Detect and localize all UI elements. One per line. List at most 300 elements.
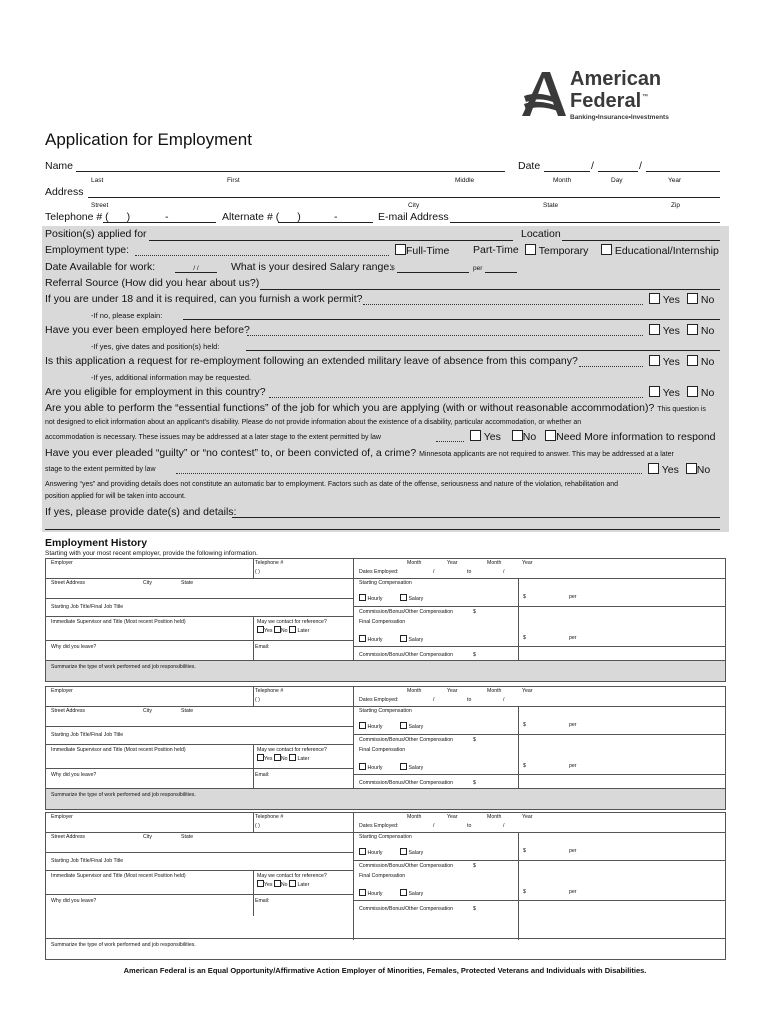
contact-label: May we contact for reference? — [257, 873, 327, 879]
date-slash-2: / — [639, 160, 642, 172]
contact-options — [257, 880, 309, 888]
final-hourly-checkbox[interactable] — [359, 763, 366, 770]
guilty-details-field-1[interactable] — [232, 517, 720, 518]
block-divider-tel — [253, 686, 254, 706]
location-field[interactable] — [562, 240, 720, 241]
email-label: Email: — [255, 644, 270, 650]
essential-note2: not designed to elicit information about an applicant’s disability. Please do not provide information about the existence of a disability, particular accommodation, or whether an — [45, 419, 582, 426]
guilty-no-label: No — [696, 464, 711, 476]
final-hourly — [359, 635, 382, 643]
email-label: Email: — [255, 898, 270, 904]
sub-first: First — [227, 177, 240, 184]
guilty-note4: position applied for will be taken into account. — [45, 493, 186, 500]
block-line — [353, 774, 726, 775]
final-salary-checkbox[interactable] — [400, 635, 407, 642]
dates-label: Dates Employed: — [359, 823, 399, 829]
under18-question: If you are under 18 and it is required, can you furnish a work permit? — [45, 293, 363, 305]
start-salary-label: Salary — [408, 596, 424, 602]
eligible-yes-label: Yes — [662, 387, 680, 399]
employed-before-yes-checkbox[interactable] — [649, 324, 660, 335]
employer-label: Employer — [51, 560, 73, 566]
block-line — [45, 726, 353, 727]
employed-before-row — [45, 324, 726, 336]
start-salary-checkbox[interactable] — [400, 848, 407, 855]
logo-tagline: Banking•Insurance•Investments — [570, 114, 669, 121]
telephone-label: Telephone # — [255, 560, 284, 566]
name-field[interactable] — [76, 171, 505, 172]
block-divider-comp — [518, 706, 519, 790]
essential-yes-label: Yes — [483, 431, 501, 443]
sub-state: State — [543, 202, 559, 209]
dates-label: Dates Employed: — [359, 569, 399, 575]
contact-yes-label: Yes — [264, 756, 273, 762]
guilty-dots — [176, 466, 642, 474]
start-per: per — [569, 848, 577, 854]
contact-later-label: Later — [297, 756, 310, 762]
start-salary — [400, 848, 423, 856]
start-title-label: Starting Job Title/Final Job Title — [51, 732, 124, 738]
dates-slash2: / — [503, 569, 505, 575]
referral-field[interactable] — [260, 289, 720, 290]
start-salary-label: Salary — [408, 850, 424, 856]
name-label: Name — [45, 160, 74, 172]
eligible-row — [45, 386, 726, 398]
contact-no-checkbox[interactable] — [274, 754, 281, 761]
summarize-label: Summarize the type of work performed and job responsibilities. — [51, 942, 196, 948]
telephone-paren: ( ) — [255, 697, 260, 703]
sub-last: Last — [91, 177, 104, 184]
commission2-dollar: $ — [473, 652, 476, 658]
employed-before-question: Have you ever been employed here before? — [45, 324, 250, 336]
logo — [520, 70, 670, 128]
commission2-dollar: $ — [473, 780, 476, 786]
why-label: Why did you leave? — [51, 898, 97, 904]
street-label: Street Address — [51, 834, 86, 840]
dates-to: to — [467, 697, 472, 703]
commission2-label: Commission/Bonus/Other Compensation — [359, 906, 453, 912]
contact-options — [257, 754, 309, 762]
start-comp-label: Starting Compensation — [359, 580, 412, 586]
contact-yes-checkbox[interactable] — [257, 880, 264, 887]
eligible-question: Are you eligible for employment in this country? — [45, 386, 266, 398]
final-per: per — [569, 635, 577, 641]
guilty-yes-label: Yes — [661, 464, 679, 476]
dates-slash: / — [433, 569, 435, 575]
start-salary — [400, 722, 423, 730]
why-label: Why did you leave? — [51, 772, 97, 778]
contact-label: May we contact for reference? — [257, 747, 327, 753]
essential-no-checkbox[interactable] — [512, 430, 523, 441]
start-title-label: Starting Job Title/Final Job Title — [51, 604, 124, 610]
phone-dash: - — [165, 211, 169, 223]
employer-block — [45, 686, 726, 810]
phone-field[interactable] — [103, 222, 216, 223]
block-line — [45, 894, 353, 895]
footer-eeo: American Federal is an Equal Opportunity/Affirmative Action Employer of Minorities, Females, Protected Veterans and Individuals with Disabilities. — [123, 966, 647, 975]
essential-yes-checkbox[interactable] — [470, 430, 481, 441]
salary-per-field[interactable] — [485, 272, 517, 273]
reemploy-yes[interactable] — [649, 355, 680, 368]
commission-label: Commission/Bonus/Other Compensation — [359, 609, 453, 615]
contact-later-checkbox[interactable] — [289, 880, 296, 887]
address-label: Address — [45, 186, 84, 198]
final-per: per — [569, 763, 577, 769]
year-label: Year — [447, 814, 458, 820]
contact-options — [257, 626, 309, 634]
block-divider-tel — [253, 558, 254, 578]
employed-before-follow: -If yes, give dates and position(s) held: — [91, 342, 220, 351]
contact-yes-label: Yes — [264, 882, 273, 888]
address-field[interactable] — [88, 197, 720, 198]
block-line — [45, 706, 726, 707]
commission-label: Commission/Bonus/Other Compensation — [359, 863, 453, 869]
sub-zip: Zip — [671, 202, 681, 209]
alt-phone-field[interactable] — [278, 222, 373, 223]
block-border-right — [725, 558, 726, 682]
emp-type-dots — [135, 246, 389, 256]
month-label: Month — [407, 814, 422, 820]
essential-need-checkbox[interactable] — [545, 430, 556, 441]
final-hourly-label: Hourly — [367, 765, 383, 771]
guilty-dates-label: If yes, please provide date(s) and details: — [45, 506, 237, 518]
start-hourly-label: Hourly — [367, 724, 383, 730]
start-hourly — [359, 722, 382, 730]
history-title: Employment History — [45, 537, 148, 549]
location-label: Location — [521, 228, 561, 240]
fulltime-checkbox[interactable] — [395, 244, 406, 255]
eligible-yes-checkbox[interactable] — [649, 386, 660, 397]
guilty-details-field-2[interactable] — [45, 529, 720, 530]
reemploy-no-checkbox[interactable] — [687, 355, 698, 366]
telephone-label: Telephone # — [255, 688, 284, 694]
contact-later-label: Later — [297, 628, 310, 634]
supervisor-label: Immediate Supervisor and Title (Most recent Position held) — [51, 747, 186, 753]
under18-yes[interactable] — [649, 293, 680, 306]
final-comp-label: Final Compensation — [359, 873, 406, 879]
start-title-label: Starting Job Title/Final Job Title — [51, 858, 124, 864]
employer-label: Employer — [51, 688, 73, 694]
guilty-note2: stage to the extent permitted by law — [45, 466, 156, 473]
guilty-note3: Answering “yes” and providing details does not constitute an automatic bar to employment. Factors such as date of the offense, seriousness and nature of the violation, rehabilitation and — [45, 481, 619, 488]
start-salary-checkbox[interactable] — [400, 722, 407, 729]
month-label: Month — [407, 688, 422, 694]
guilty-row — [45, 447, 726, 459]
final-dollar: $ — [523, 763, 526, 769]
sub-city: City — [408, 202, 420, 209]
dates-to: to — [467, 823, 472, 829]
contact-later-checkbox[interactable] — [289, 626, 296, 633]
block-border-top — [45, 812, 726, 813]
alt-paren: ) — [297, 211, 301, 223]
essential-dots — [436, 434, 464, 442]
employed-before-yes[interactable] — [649, 324, 680, 337]
eligible-no[interactable] — [687, 386, 714, 399]
contact-no-label: No — [280, 756, 288, 762]
employed-before-dots — [247, 326, 643, 336]
under18-no[interactable] — [687, 293, 714, 306]
eligible-dots — [269, 388, 643, 398]
block-divider-tel — [253, 812, 254, 832]
available-label: Date Available for work: — [45, 261, 156, 273]
start-hourly-checkbox[interactable] — [359, 722, 366, 729]
opt-temporary[interactable] — [525, 244, 588, 257]
year2-label: Year — [522, 814, 533, 820]
block-border-bottom — [45, 681, 726, 682]
final-dollar: $ — [523, 635, 526, 641]
start-dollar: $ — [523, 594, 526, 600]
emp-type-label: Employment type: — [45, 244, 130, 256]
employed-before-field[interactable] — [246, 350, 720, 351]
employer-label: Employer — [51, 814, 73, 820]
emp-type-row — [45, 244, 726, 256]
final-comp-label: Final Compensation — [359, 619, 406, 625]
final-salary-label: Salary — [408, 765, 424, 771]
year2-label: Year — [522, 688, 533, 694]
contact-yes-checkbox[interactable] — [257, 754, 264, 761]
available-row — [45, 261, 726, 273]
contact-later-label: Later — [297, 882, 310, 888]
eligible-no-label: No — [700, 387, 715, 399]
referral-label: Referral Source (How did you hear about us?) — [45, 277, 260, 289]
date-label: Date — [518, 160, 541, 172]
block-line — [45, 616, 353, 617]
block-border-bottom — [45, 959, 726, 960]
reemploy-question: Is this application a request for re-employment following an extended military leave of absence from this company? — [45, 355, 578, 367]
start-hourly-label: Hourly — [367, 596, 383, 602]
available-date-field[interactable]: / / — [175, 265, 217, 273]
block-line — [45, 598, 353, 599]
phone-paren: ) — [126, 211, 131, 223]
city-label: City — [143, 708, 152, 714]
eligible-no-checkbox[interactable] — [687, 386, 698, 397]
position-field[interactable] — [149, 240, 513, 241]
final-salary-checkbox[interactable] — [400, 763, 407, 770]
essential-row — [45, 402, 726, 414]
block-line — [353, 900, 726, 901]
block-line — [353, 646, 726, 647]
contact-no-checkbox[interactable] — [274, 626, 281, 633]
essential-need-label: Need More information to respond — [556, 431, 716, 443]
phone-label-text: Telephone # ( — [45, 211, 109, 223]
essential-no-label: No — [522, 431, 537, 443]
telephone-paren: ( ) — [255, 823, 260, 829]
under18-row — [45, 293, 726, 305]
telephone-label: Telephone # — [255, 814, 284, 820]
employer-block — [45, 812, 726, 960]
block-divider-comp — [518, 832, 519, 940]
page-title: Application for Employment — [45, 130, 252, 149]
employed-before-yes-label: Yes — [662, 325, 680, 337]
contact-yes-checkbox[interactable] — [257, 626, 264, 633]
commission-dollar: $ — [473, 863, 476, 869]
commission2-label: Commission/Bonus/Other Compensation — [359, 780, 453, 786]
block-line — [45, 640, 353, 641]
fulltime-label: Full-Time — [406, 245, 450, 257]
dates-to: to — [467, 569, 472, 575]
logo-name-1: American — [570, 68, 662, 90]
commission-dollar: $ — [473, 737, 476, 743]
final-salary-label: Salary — [408, 891, 424, 897]
parttime-checkbox[interactable] — [525, 244, 536, 255]
intern-label: Educational/Internship — [614, 245, 719, 257]
start-per: per — [569, 594, 577, 600]
opt-fulltime[interactable] — [395, 244, 449, 257]
state-label: State — [181, 834, 194, 840]
under18-no-checkbox[interactable] — [687, 293, 698, 304]
essential-note3: accommodation is necessary. These issues may be addressed at a later stage to the extent permitted by law — [45, 434, 381, 441]
start-hourly — [359, 594, 382, 602]
commission-dollar: $ — [473, 609, 476, 615]
position-row — [45, 228, 726, 240]
block-border-top — [45, 686, 726, 687]
final-per: per — [569, 889, 577, 895]
month2-label: Month — [487, 688, 502, 694]
dates-slash: / — [433, 823, 435, 829]
final-hourly-label: Hourly — [367, 891, 383, 897]
sub-month: Month — [553, 177, 572, 184]
block-border-bottom — [45, 809, 726, 810]
logo-mark-icon — [520, 70, 570, 118]
street-label: Street Address — [51, 580, 86, 586]
salary-label: What is your desired Salary range: — [231, 261, 393, 273]
start-comp-label: Starting Compensation — [359, 834, 412, 840]
final-salary-checkbox[interactable] — [400, 889, 407, 896]
reemploy-no-label: No — [700, 356, 715, 368]
alt-phone-label-text: Alternate # ( — [222, 211, 280, 223]
city-label: City — [143, 580, 152, 586]
reemploy-yes-checkbox[interactable] — [649, 355, 660, 366]
start-hourly-checkbox[interactable] — [359, 594, 366, 601]
start-hourly — [359, 848, 382, 856]
year-label: Year — [447, 688, 458, 694]
dates-slash: / — [433, 697, 435, 703]
state-label: State — [181, 708, 194, 714]
why-label: Why did you leave? — [51, 644, 97, 650]
email-field[interactable] — [450, 222, 720, 223]
commission-label: Commission/Bonus/Other Compensation — [359, 737, 453, 743]
summarize-label: Summarize the type of work performed and job responsibilities. — [51, 792, 196, 798]
under18-no-label: No — [700, 294, 715, 306]
final-hourly — [359, 889, 382, 897]
employed-before-no[interactable] — [687, 324, 714, 337]
reemploy-dots — [579, 357, 643, 367]
parttime-label: Part-Time — [473, 244, 519, 256]
block-line — [45, 744, 353, 745]
contact-later-checkbox[interactable] — [289, 754, 296, 761]
dates-label: Dates Employed: — [359, 697, 399, 703]
guilty-yes-checkbox[interactable] — [648, 463, 659, 474]
block-line — [353, 606, 726, 607]
final-salary — [400, 889, 423, 897]
eligible-yes[interactable] — [649, 386, 680, 399]
block-line — [45, 938, 726, 939]
date-year-field[interactable] — [646, 171, 720, 172]
block-divider-contact — [253, 744, 254, 790]
under18-dots — [363, 295, 643, 305]
email-label: Email: — [255, 772, 270, 778]
start-salary-label: Salary — [408, 724, 424, 730]
contact-label: May we contact for reference? — [257, 619, 327, 625]
block-line — [353, 860, 726, 861]
start-hourly-checkbox[interactable] — [359, 848, 366, 855]
start-dollar: $ — [523, 848, 526, 854]
block-line — [353, 734, 726, 735]
under18-yes-checkbox[interactable] — [649, 293, 660, 304]
year-label: Year — [447, 560, 458, 566]
history-intro: Starting with your most recent employer, provide the following information. — [45, 550, 258, 557]
block-line — [45, 870, 353, 871]
final-hourly-checkbox[interactable] — [359, 635, 366, 642]
salary-per: per — [473, 265, 483, 272]
temporary-label: Temporary — [538, 245, 589, 257]
contact-no-checkbox[interactable] — [274, 880, 281, 887]
reemploy-no[interactable] — [687, 355, 714, 368]
sub-day: Day — [611, 177, 623, 184]
contact-yes-label: Yes — [264, 628, 273, 634]
essential-question: Are you able to perform the “essential functions” of the job for which you are applying (with or without reasonable accommodation)? — [45, 402, 655, 414]
date-month-field[interactable] — [544, 171, 590, 172]
commission2-dollar: $ — [473, 906, 476, 912]
telephone-paren: ( ) — [255, 569, 260, 575]
start-per: per — [569, 722, 577, 728]
final-salary — [400, 763, 423, 771]
city-label: City — [143, 834, 152, 840]
guilty-note1: Minnesota applicants are not required to answer. This may be addressed at a later — [419, 451, 674, 458]
reemploy-row — [45, 355, 726, 367]
sub-year: Year — [668, 177, 682, 184]
date-day-field[interactable] — [598, 171, 638, 172]
start-hourly-label: Hourly — [367, 850, 383, 856]
block-divider-comp — [518, 578, 519, 662]
block-divider-contact — [253, 616, 254, 662]
street-label: Street Address — [51, 708, 86, 714]
alt-dash: - — [334, 211, 338, 223]
employed-before-no-label: No — [700, 325, 715, 337]
final-salary — [400, 635, 423, 643]
employer-block — [45, 558, 726, 682]
supervisor-label: Immediate Supervisor and Title (Most recent Position held) — [51, 873, 186, 879]
contact-no-label: No — [280, 628, 288, 634]
final-hourly — [359, 763, 382, 771]
temporary-checkbox[interactable] — [601, 244, 612, 255]
essential-note1: This question is — [657, 406, 706, 413]
opt-intern[interactable] — [601, 244, 719, 257]
under18-follow: -If no, please explain: — [91, 311, 163, 320]
salary-dollar: $ — [391, 265, 395, 272]
salary-field[interactable] — [397, 272, 469, 273]
final-hourly-checkbox[interactable] — [359, 889, 366, 896]
date-slash-1: / — [591, 160, 594, 172]
employed-before-no-checkbox[interactable] — [687, 324, 698, 335]
supervisor-label: Immediate Supervisor and Title (Most recent Position held) — [51, 619, 186, 625]
under18-explain-field[interactable] — [183, 319, 720, 320]
reemploy-yes-label: Yes — [662, 356, 680, 368]
position-label: Position(s) applied for — [45, 228, 147, 240]
start-salary-checkbox[interactable] — [400, 594, 407, 601]
block-line — [45, 852, 353, 853]
dates-slash2: / — [503, 823, 505, 829]
block-border-top — [45, 558, 726, 559]
block-line — [45, 832, 726, 833]
start-salary — [400, 594, 423, 602]
start-comp-label: Starting Compensation — [359, 708, 412, 714]
guilty-no-checkbox[interactable] — [686, 463, 697, 474]
block-border-right — [725, 686, 726, 810]
year2-label: Year — [522, 560, 533, 566]
logo-name-2: Federal — [570, 90, 642, 112]
month2-label: Month — [487, 814, 502, 820]
state-label: State — [181, 580, 194, 586]
